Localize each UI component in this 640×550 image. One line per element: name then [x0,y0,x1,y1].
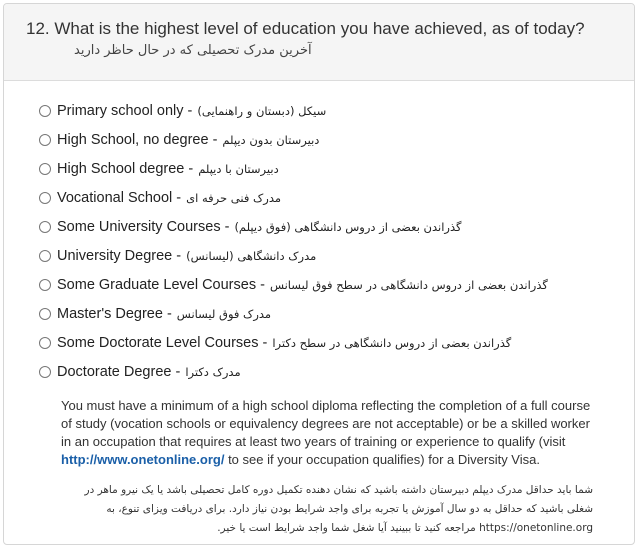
question-subtitle-persian: آخرین مدرک تحصیلی که در حال حاظر دارید [74,43,312,58]
option-high-school-degree[interactable] [39,154,548,183]
option-some-university-courses[interactable] [39,212,548,241]
radio-button[interactable] [39,337,51,349]
onetonline-link[interactable]: http://www.onetonline.org/ [61,452,225,467]
radio-button[interactable] [39,279,51,291]
note-text-before: You must have a minimum of a high school diploma reflecting the completion of a full course of study (vocation schools or equivalency degrees are not acceptable) or be a skilled worker in an occupation that requires at least two years of training or experience to qualify (visit [61,398,591,449]
note-text-after: to see if your occupation qualifies) for a Diversity Visa. [224,452,540,467]
option-label: Doctorate Degree - [57,363,181,380]
option-label-persian: دبیرستان با دیپلم [198,161,279,176]
option-label: Vocational School - [57,189,182,206]
question-panel [3,3,635,545]
option-label: Some Graduate Level Courses - [57,276,265,293]
option-university-degree[interactable] [39,241,548,270]
radio-button[interactable] [39,366,51,378]
radio-button[interactable] [39,163,51,175]
option-label: Some University Courses - [57,218,230,235]
option-label-persian: مدرک دکترا [185,364,241,379]
option-label: Primary school only - [57,102,193,119]
option-label-persian: گذراندن بعضی از دروس دانشگاهی (فوق دیپلم) [234,219,462,234]
option-high-school-no-degree[interactable] [39,125,548,154]
option-primary-school[interactable] [39,96,548,125]
option-label-persian: مدرک فوق لیسانس [176,306,272,321]
requirement-note [61,397,601,469]
option-label: Master's Degree - [57,305,172,322]
radio-button[interactable] [39,134,51,146]
radio-button[interactable] [39,308,51,320]
option-label: High School, no degree - [57,131,218,148]
radio-button[interactable] [39,250,51,262]
option-label-persian: گذراندن بعضی از دروس دانشگاهی در سطح فوق لیسانس [269,277,548,292]
option-some-doctorate-courses[interactable] [39,328,548,357]
radio-button[interactable] [39,192,51,204]
requirement-note-persian: شما باید حداقل مدرک دیپلم دبیرستان داشته باشید که نشان دهنده تکمیل دوره کامل تحصیلی باشد یا یک نیرو ماهر در شغلی باشید که حداقل به دو سال آموزش یا تجربه برای واجد شرایط بودن نیاز دارد. برای دریافت ویزای تنوع، به https://onetonline.org مراجعه کنید تا ببینید آیا شغل شما واجد شرایط است یا خیر. [84,484,593,534]
option-label-persian: دبیرستان بدون دیپلم [222,132,320,147]
option-vocational-school[interactable] [39,183,548,212]
option-label: University Degree - [57,247,182,264]
option-some-graduate-courses[interactable] [39,270,548,299]
option-label: High School degree - [57,160,194,177]
option-label: Some Doctorate Level Courses - [57,334,268,351]
option-label-persian: گذراندن بعضی از دروس دانشگاهی در سطح دکترا [272,335,512,350]
question-header [4,4,634,81]
question-title: 12. What is the highest level of education you have achieved, as of today? [26,19,585,38]
option-doctorate-degree[interactable] [39,357,548,386]
option-masters-degree[interactable] [39,299,548,328]
radio-button[interactable] [39,221,51,233]
option-label-persian: مدرک دانشگاهی (لیسانس) [186,248,317,263]
radio-button[interactable] [39,105,51,117]
education-options [39,96,548,386]
option-label-persian: مدرک فنی حرفه ای [186,190,282,205]
option-label-persian: سیکل (دبستان و راهنمایی) [197,103,327,118]
